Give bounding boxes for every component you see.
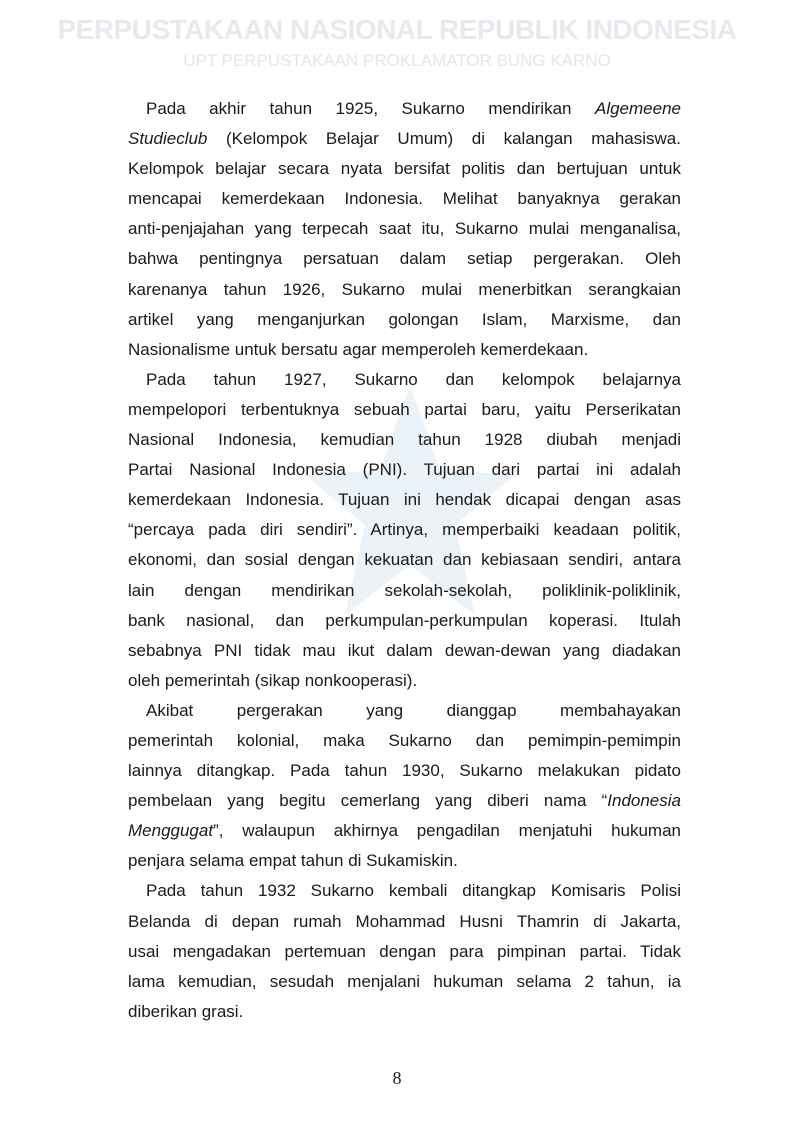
- text-line: [128, 515, 681, 545]
- watermark-line1: PERPUSTAKAAN NASIONAL REPUBLIK INDONESIA: [57, 14, 737, 45]
- text-line: [128, 606, 681, 636]
- text-segment: penjara selama empat tahun di Sukamiskin.: [128, 851, 458, 871]
- text-segment: kemerdekaan Indonesia. Tujuan ini hendak dicapai dengan asas: [128, 490, 681, 510]
- text-segment: artikel yang menganjurkan golongan Islam, Marxisme, dan: [128, 309, 681, 329]
- italic-text: Studieclub: [128, 129, 208, 149]
- text-line: [128, 184, 681, 214]
- text-segment: Partai Nasional Indonesia (PNI). Tujuan dari partai ini adalah: [128, 460, 681, 480]
- paragraph: [128, 696, 681, 877]
- text-segment: (Kelompok Belajar Umum) di kalangan mahasiswa.: [207, 129, 681, 149]
- text-segment: pembelaan yang begitu cemerlang yang diberi nama “: [128, 791, 608, 811]
- text-line: [128, 786, 681, 816]
- text-line: [128, 907, 681, 937]
- text-segment: lama kemudian, sesudah menjalani hukuman selama 2 tahun, ia: [128, 971, 681, 991]
- text-line: [128, 636, 681, 666]
- text-line: [128, 395, 681, 425]
- text-segment: ”, walaupun akhirnya pengadilan menjatuhi hukuman: [213, 821, 681, 841]
- text-line: [128, 275, 681, 305]
- text-line: [128, 365, 681, 395]
- text-segment: bank nasional, dan perkumpulan-perkumpulan koperasi. Itulah: [128, 610, 681, 630]
- text-line: [128, 937, 681, 967]
- text-line: [128, 696, 681, 726]
- text-line: [128, 967, 681, 997]
- text-segment: Pada tahun 1927, Sukarno dan kelompok belajarnya: [146, 369, 681, 389]
- text-line: [128, 214, 681, 244]
- text-segment: bahwa pentingnya persatuan dalam setiap pergerakan. Oleh: [128, 249, 681, 269]
- watermark-line2: UPT PERPUSTAKAAN PROKLAMATOR BUNG KARNO: [183, 51, 611, 70]
- text-segment: Pada akhir tahun 1925, Sukarno mendirikan: [146, 99, 595, 118]
- text-segment: ekonomi, dan sosial dengan kekuatan dan kebiasaan sendiri, antara: [128, 550, 681, 570]
- paragraph: [128, 365, 681, 696]
- text-line: [128, 425, 681, 455]
- text-line: [128, 997, 681, 1027]
- text-segment: Kelompok belajar secara nyata bersifat politis dan bertujuan untuk: [128, 159, 681, 179]
- text-line: [128, 244, 681, 274]
- text-segment: Pada tahun 1932 Sukarno kembali ditangkap Komisaris Polisi: [146, 881, 681, 901]
- text-segment: diberikan grasi.: [128, 1001, 244, 1021]
- text-segment: “percaya pada diri sendiri”. Artinya, memperbaiki keadaan politik,: [128, 520, 681, 540]
- body-text: [128, 94, 681, 1027]
- text-line: [128, 816, 681, 846]
- text-line: [128, 335, 681, 365]
- text-segment: lainnya ditangkap. Pada tahun 1930, Sukarno melakukan pidato: [128, 761, 681, 781]
- italic-text: Indonesia: [607, 791, 681, 811]
- text-line: [128, 485, 681, 515]
- text-line: [128, 756, 681, 786]
- text-line: [128, 305, 681, 335]
- text-segment: lain dengan mendirikan sekolah-sekolah, poliklinik-poliklinik,: [128, 580, 681, 600]
- text-segment: Nasional Indonesia, kemudian tahun 1928 diubah menjadi: [128, 430, 681, 450]
- text-segment: Belanda di depan rumah Mohammad Husni Thamrin di Jakarta,: [128, 911, 681, 931]
- text-segment: usai mengadakan pertemuan dengan para pimpinan partai. Tidak: [128, 941, 681, 961]
- italic-text: Algemeene: [594, 99, 681, 118]
- text-line: [128, 154, 681, 184]
- text-segment: anti-penjajahan yang terpecah saat itu, Sukarno mulai menganalisa,: [128, 219, 681, 239]
- text-segment: oleh pemerintah (sikap nonkooperasi).: [128, 670, 418, 690]
- text-line: [128, 726, 681, 756]
- text-segment: karenanya tahun 1926, Sukarno mulai menerbitkan serangkaian: [128, 279, 681, 299]
- paragraph: [128, 876, 681, 1026]
- text-segment: mempelopori terbentuknya sebuah partai baru, yaitu Perserikatan: [128, 399, 681, 419]
- text-segment: Nasionalisme untuk bersatu agar memperoleh kemerdekaan.: [128, 339, 589, 359]
- paragraph: [128, 94, 681, 365]
- text-line: [128, 846, 681, 876]
- page-number: 8: [392, 1068, 402, 1088]
- text-segment: mencapai kemerdekaan Indonesia. Melihat banyaknya gerakan: [128, 189, 681, 209]
- text-segment: sebabnya PNI tidak mau ikut dalam dewan-dewan yang diadakan: [128, 640, 681, 660]
- text-line: [128, 666, 681, 696]
- text-line: [128, 94, 681, 124]
- text-line: [128, 124, 681, 154]
- text-line: [128, 876, 681, 906]
- text-segment: Akibat pergerakan yang dianggap membahayakan: [146, 700, 681, 720]
- text-line: [128, 576, 681, 606]
- text-segment: pemerintah kolonial, maka Sukarno dan pemimpin-pemimpin: [128, 730, 681, 750]
- text-line: [128, 545, 681, 575]
- text-line: [128, 455, 681, 485]
- italic-text: Menggugat: [128, 821, 214, 841]
